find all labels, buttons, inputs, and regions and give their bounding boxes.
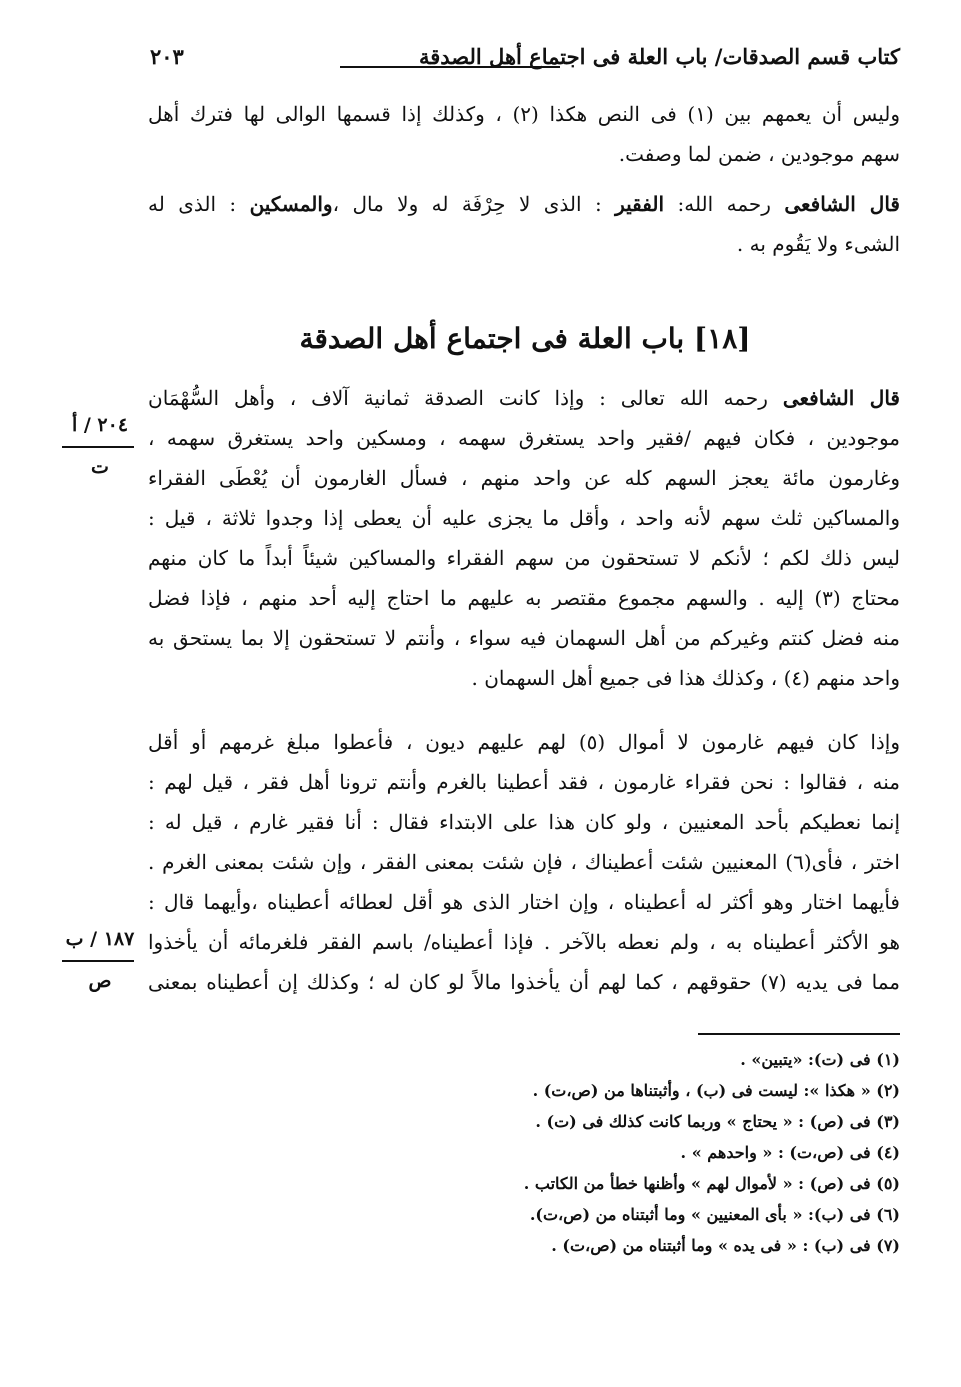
- footnote-rule: [698, 1033, 900, 1035]
- footnote: (٥) فى (ص) : « لأموال لهم » وأظنها خطأ من الكاتب .: [523, 1174, 900, 1193]
- text-line: فأيهما اختار وهو أكثر له أعطيناه ، وإن اختار الذى هو أقل لعطائه أعطيناه ،وأيهما قال :: [148, 890, 900, 914]
- margin-note-folio: ١٨٧ / ب: [65, 928, 135, 950]
- footnote: (٧) فى (ب) : « فى يده » وما أثبتناه من (ص،ت) .: [551, 1236, 900, 1255]
- text-line: ليس ذلك لكم ؛ لأنكم لا تستحقون من سهم الفقراء والمساكين شيئاً أبداً ما كان منهم: [148, 546, 900, 570]
- text-line: [148, 184, 900, 224]
- term-miskin: والمسكين: [249, 192, 333, 216]
- text-line: منه فضل كنتم وغيركم من أهل السهمان فيه سواء ، وأنتم لا تستحقون إلا بما يستحق به: [148, 626, 900, 650]
- text-line: اختر ، فأى(٦) المعنيين شئت أعطيناك ، فإن شئت بمعنى الفقر ، وإن شئت بمعنى الغرم .: [148, 850, 900, 874]
- footnotes: [300, 1044, 900, 1261]
- speaker-label: قال الشافعى: [784, 192, 900, 216]
- chapter-title: [١٨] باب العلة فى اجتماع أهل الصدقة: [299, 322, 751, 355]
- margin-note-folio: ٢٠٤ / أ: [71, 414, 129, 436]
- margin-note-ms: ص: [88, 970, 112, 992]
- text-line: وغارمون مائة يعجز السهم كله عن واحد منهم ، فسأل الغارمون أن يُعْطَى الفقراء: [148, 466, 900, 490]
- text-run: رحمه الله:: [664, 192, 785, 216]
- margin-rule: [62, 446, 134, 448]
- margin-note-ms: ت: [91, 456, 109, 478]
- footnote: (٦) فى (ب): « بأى المعنيين » وما أثبتناه من (ص،ت).: [529, 1205, 900, 1224]
- text-run: رحمه الله تعالى : وإذا كانت الصدقة ثمانية آلاف ، وأهل السُّهْمَان: [148, 386, 783, 410]
- main-paragraph: [148, 378, 900, 698]
- text-line: موجودين ، فكان فيهم /فقير واحد يستغرق سهمه ، ومسكين واحد يستغرق سهمه ،: [148, 426, 900, 450]
- text-line: الشىء ولا يَقُوم به .: [736, 232, 900, 256]
- text-line: واحد منهم (٤) ، وكذلك هذا فى جميع أهل السهمان .: [471, 666, 900, 690]
- second-paragraph: [148, 722, 900, 1002]
- footnote: (١) فى (ت): «يتبين» .: [740, 1050, 900, 1069]
- running-title: كتاب قسم الصدقات/ باب العلة فى اجتماع أهل الصدقة: [418, 44, 900, 69]
- text-line: [148, 378, 900, 418]
- text-run: : الذى له: [148, 192, 250, 216]
- page-header: [150, 42, 900, 78]
- footnote: (٤) فى (ص،ت) : « واحدهم » .: [680, 1143, 900, 1162]
- text-line: إنما نعطيكم بأحد المعنيين ، ولو كان هذا على الابتداء فقال : أنا فقير غارم ، قيل له :: [148, 810, 900, 834]
- footnote: (٣) فى (ص) : « يحتاج » وربما كانت كذلك فى (ت) .: [535, 1112, 900, 1131]
- term-faqir: الفقير: [615, 192, 665, 216]
- text-line: وليس أن يعمهم بين (١) فى النص هكذا (٢) ، وكذلك إذا قسمها الوالى لها فترك أهل: [148, 102, 900, 126]
- text-line: مما فى يديه (٧) حقوقهم ، كما لهم أن يأخذوا مالاً لو كان له ؛ وكذلك إن أعطيناه بمعنى: [148, 970, 900, 994]
- text-line: منه ، فقالوا : نحن فقراء غارمون ، فقد أعطينا بالغرم وأنتم ترونا أهل فقر ، قيل لهم :: [148, 770, 900, 794]
- page-number: ٢٠٣: [150, 44, 184, 69]
- footnote: (٢) « هكذا »: ليست فى (ب) ، وأثبتناها من (ص،ت) .: [532, 1081, 900, 1100]
- text-line: والمساكين ثلث سهم لأنه واحد ، وأقل ما يجزى عليه أن يعطى إذا وجدوا ثلاثة ، قيل :: [148, 506, 900, 530]
- header-rule: [340, 66, 560, 68]
- text-line: محتاج (٣) إليه . والسهم مجموع مقتصر به عليهم ما احتاج إليه أحد منهم ، فإذا فضل: [148, 586, 900, 610]
- text-line: وإذا كان فيهم غارمون لا أموال (٥) لهم عليهم ديون ، فأعطوا مبلغ غرمهم أو أقل: [148, 730, 900, 754]
- intro-paragraph: [148, 94, 900, 174]
- speaker-label: قال الشافعى: [782, 386, 900, 410]
- text-line: سهم موجودين ، ضمن لما وصفت.: [618, 142, 900, 166]
- margin-rule: [62, 960, 134, 962]
- text-line: هو الأكثر أعطيناه به ، ولم نعطه بالآخر . فإذا أعطيناه/ باسم الفقر فلغرمائه أن يأخذوا: [148, 930, 900, 954]
- definition-paragraph: [148, 184, 900, 264]
- text-run: : الذى لا حِرْفَة له ولا مال ،: [332, 192, 616, 216]
